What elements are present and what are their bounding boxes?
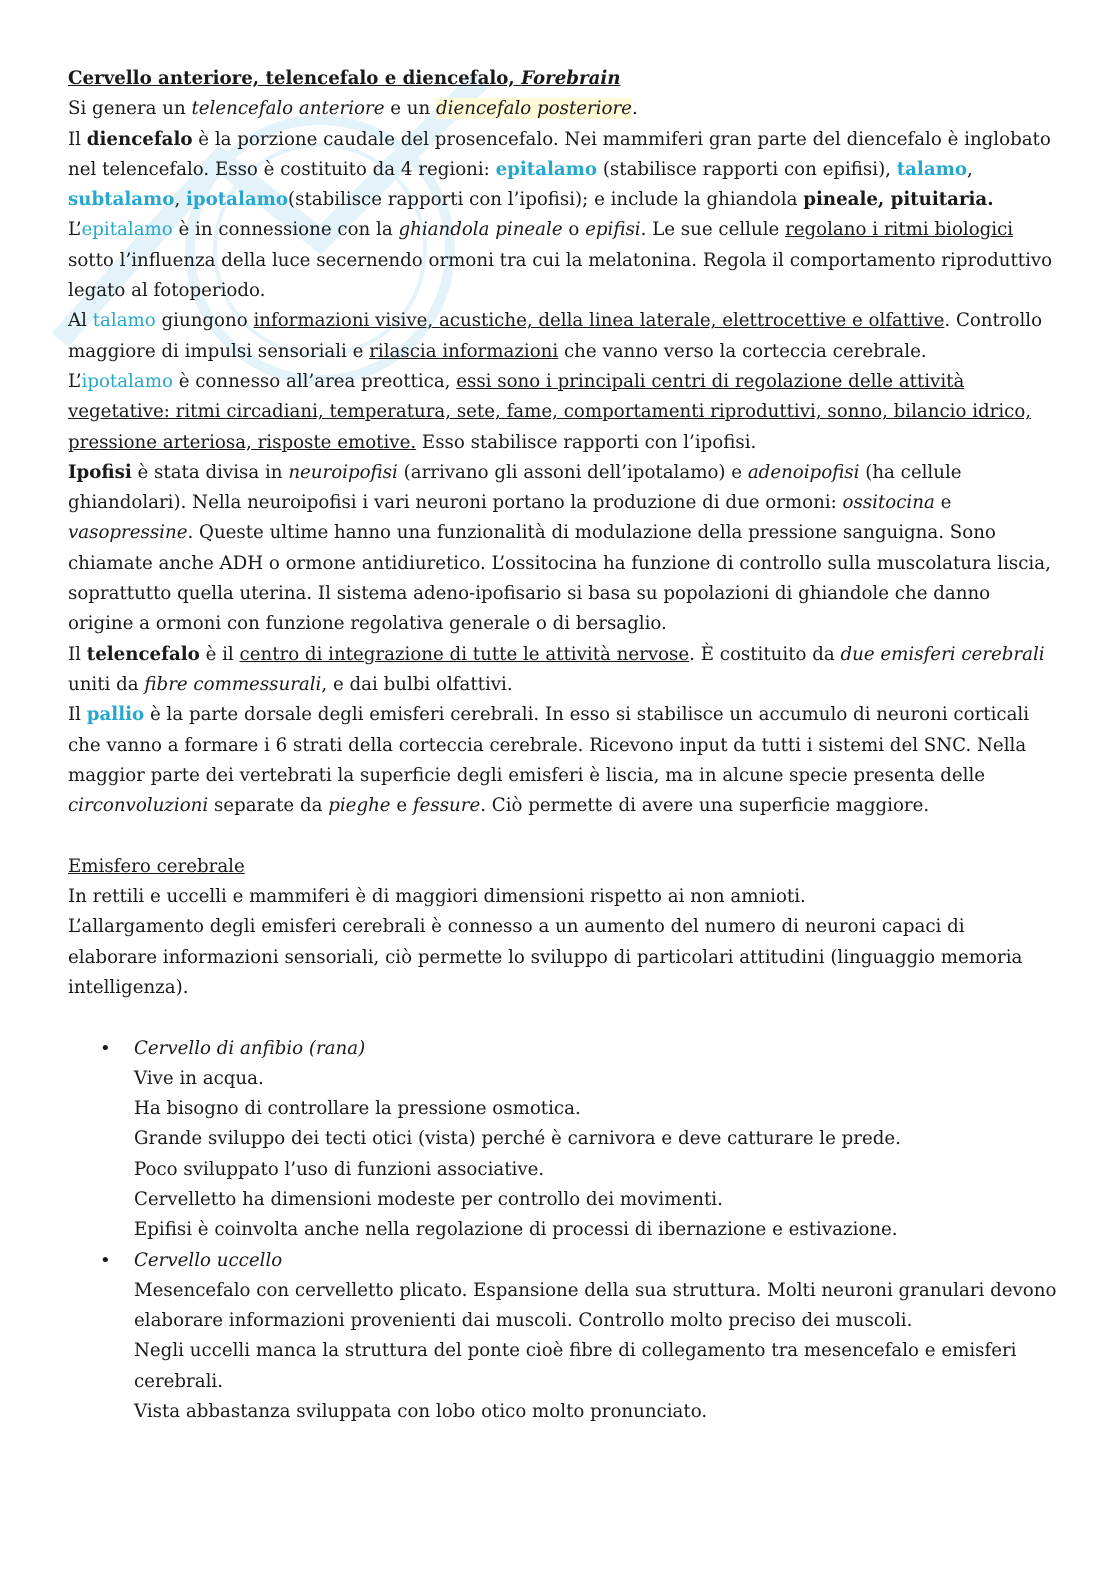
document-page <box>68 64 1058 1427</box>
paragraph-diencefalo: Il diencefalo è la porzione caudale del prosencefalo. Nei mammiferi gran parte del diencefalo è inglobato nel telencefalo. Esso è costituito da 4 regioni: epitalamo (stabilisce rapporti con epifisi), talamo, subtalamo, ipotalamo(stabilisce rapporti con l’ipofisi); e include la ghiandola pineale, pituitaria. <box>68 128 1051 211</box>
page-title: Cervello anteriore, telencefalo e diencefalo, Forebrain <box>68 68 621 89</box>
list-item-line: Mesencefalo con cervelletto plicato. Espansione della sua struttura. Molti neuroni granulari devono elaborare informazioni provenienti dai muscoli. Controllo molto preciso dei muscoli. <box>134 1279 1057 1332</box>
list-item-title: • Cervello di anfibio (rana) <box>134 1037 366 1059</box>
paragraph-talamo: Al talamo giungono informazioni visive, acustiche, della linea laterale, elettrocettive e olfattive. Controllo maggiore di impulsi sensoriali e rilascia informazioni che vanno verso la corteccia cerebrale. <box>68 310 1043 362</box>
list-item-line: Cervelletto ha dimensioni modeste per controllo dei movimenti. <box>134 1188 723 1210</box>
list-item-line: Ha bisogno di controllare la pressione osmotica. <box>134 1098 581 1120</box>
list-item-line: Poco sviluppato l’uso di funzioni associative. <box>134 1158 545 1180</box>
paragraph-emisfero-1: In rettili e uccelli e mammiferi è di maggiori dimensioni rispetto ai non amnioti. <box>68 886 806 908</box>
paragraph-ipotalamo: L’ipotalamo è connesso all’area preottica, essi sono i principali centri di regolazione delle attività vegetative: ritmi circadiani, temperatura, sete, fame, comportamenti riproduttivi, sonno, bilancio idrico, pressione arteriosa, risposte emotive. Esso stabilisce rapporti con l’ipofisi. <box>68 370 1032 453</box>
list-item-line: Vista abbastanza sviluppata con lobo otico molto pronunciato. <box>134 1401 708 1423</box>
paragraph-ipofisi: Ipofisi è stata divisa in neuroipofisi (arrivano gli assoni dell’ipotalamo) e adenoipofisi (ha cellule ghiandolari). Nella neuroipofisi i vari neuroni portano la produzione di due ormoni: ossitocina e vasopressine. Queste ultime hanno una funzionalità di modulazione della pressione sanguigna. Sono chiamate anche ADH o ormone antidiuretico. L’ossitocina ha funzione di controllo sulla muscolatura liscia, soprattutto quella uterina. Il sistema adeno-ipofisario si basa su popolazioni di ghiandole che danno origine a ormoni con funzione regolativa generale o di bersaglio. <box>68 461 1051 635</box>
list-item-line: Vive in acqua. <box>134 1067 264 1089</box>
list-item-title: • Cervello uccello <box>134 1249 283 1271</box>
paragraph-epitalamo: L’epitalamo è in connessione con la ghiandola pineale o epifisi. Le sue cellule regolano i ritmi biologici sotto l’influenza della luce secernendo ormoni tra cui la melatonina. Regola il comportamento riproduttivo legato al fotoperiodo. <box>68 219 1053 302</box>
paragraph-emisfero-2: L’allargamento degli emisferi cerebrali è connesso a un aumento del numero di neuroni capaci di elaborare informazioni sensoriali, ciò permette lo sviluppo di particolari attitudini (linguaggio memoria intelligenza). <box>68 916 1023 998</box>
paragraph-pallio: Il pallio è la parte dorsale degli emisferi cerebrali. In esso si stabilisce un accumulo di neuroni corticali che vanno a formare i 6 strati della corteccia cerebrale. Ricevono input da tutti i sistemi del SNC. Nella maggior parte dei vertebrati la superficie degli emisferi è liscia, ma in alcune specie presenta delle circonvoluzioni separate da pieghe e fessure. Ciò permette di avere una superficie maggiore. <box>68 704 1030 817</box>
list-item-line: Epifisi è coinvolta anche nella regolazione di processi di ibernazione e estivazione. <box>134 1219 898 1241</box>
list-item-line: Grande sviluppo dei tecti otici (vista) perché è carnivora e deve catturare le prede. <box>134 1128 901 1150</box>
paragraph-telencefalo: Il telencefalo è il centro di integrazione di tutte le attività nervose. È costituito da due emisferi cerebrali uniti da fibre commessurali, e dai bulbi olfattivi. <box>68 643 1045 695</box>
section-heading: Emisfero cerebrale <box>68 855 245 877</box>
bullet-list <box>68 1034 1058 1428</box>
list-item <box>68 1034 1058 1246</box>
list-item-line: Negli uccelli manca la struttura del ponte cioè fibre di collegamento tra mesencefalo e emisferi cerebrali. <box>134 1340 1017 1392</box>
paragraph-intro: Si genera un telencefalo anteriore e un diencefalo posteriore. <box>68 98 638 120</box>
list-item <box>68 1246 1058 1428</box>
